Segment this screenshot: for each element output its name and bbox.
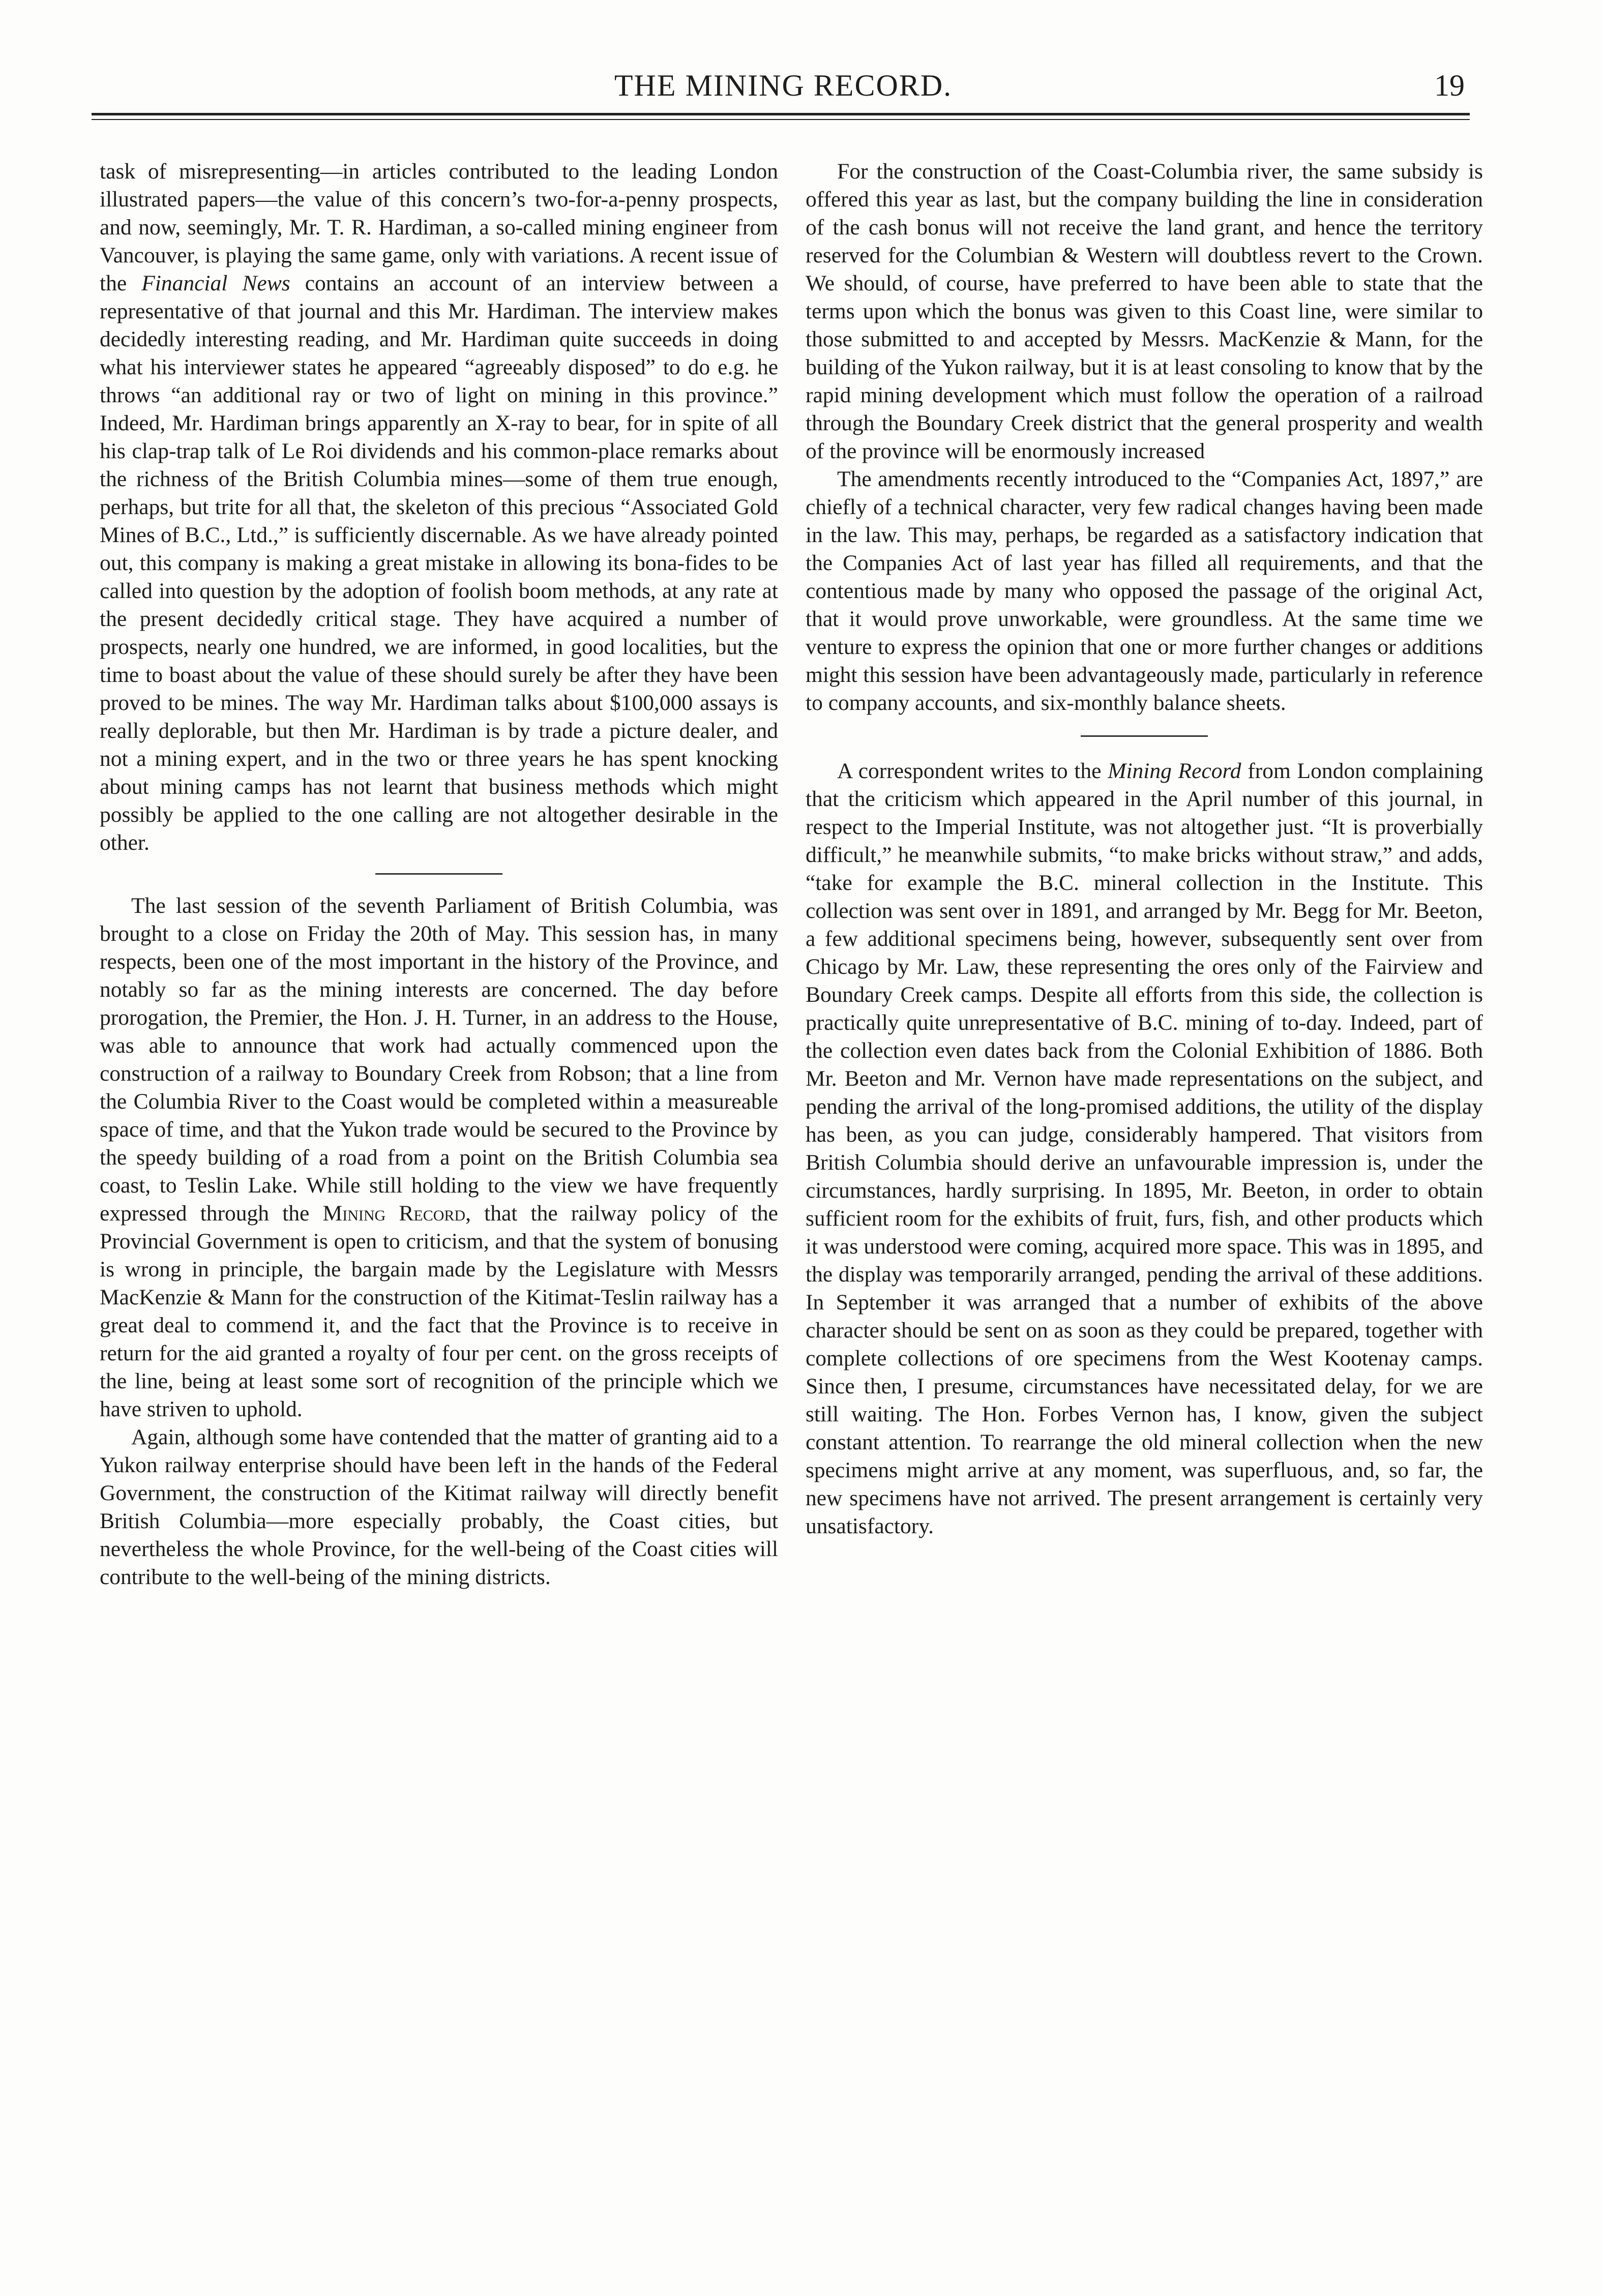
article-imperial-institute-text: A correspondent writes to the [837,759,1102,783]
mining-record-title: Mining Record [1108,759,1241,783]
article-parliament-text-rest: , that the railway policy of the Provincial Government is open to criticism, and that the system of bonusing is wrong in principle, the bargain made by the Legislature with Messrs MacKenzie & Mann for the construction of the Kitimat-Teslin railway has a great deal to commend it, and the fact that the Province is to receive in return for the aid granted a royalty of four per cent. on the gross receipts of the line, being at least some sort of recognition of the principle which we have striven to uphold. [100,1201,778,1421]
right-column [806,158,1483,1540]
article-companies-act-paragraph: The amendments recently introduced to the “Companies Act, 1897,” are chiefly of a technical character, very few radical changes having been made in the law. This may, perhaps, be regarded as a satisfactory indication that the Companies Act of last year has filled all requirements, and that the contentious made by many who opposed the passage of the original Act, that it would prove unworkable, were groundless. At the same time we venture to express the opinion that one or more further changes or additions might this session have been advantageously made, particularly in reference to company accounts, and six-monthly balance sheets. [806,467,1483,715]
left-column [100,158,778,1591]
section-divider [375,873,502,875]
article-hardiman-paragraph [100,158,778,857]
running-head [92,65,1475,106]
article-imperial-institute-text-rest: from London complaining that the criticism which appeared in the April number of this journal, in respect to the Imperial Institute, was not altogether just. “It is proverbially difficult,” he meanwhile submits, “to make bricks without straw,” and adds, “take for example the B.C. mineral collection in the Institute. This collection was sent over in 1891, and arranged by Mr. Begg for Mr. Beeton, a few additional specimens being, however, subsequently sent over from Chicago by Mr. Law, these representing the ores only of the Fairview and Boundary Creek camps. Despite all efforts from this side, the collection is practically quite unrepresentative of B.C. mining of to-day. Indeed, part of the collection even dates back from the Colonial Exhibition of 1886. Both Mr. Beeton and Mr. Vernon have made representations on the subject, and pending the arrival of the long-promised additions, the utility of the display has been, as you can judge, considerably hampered. That visitors from British Columbia should derive an unfavourable impression is, under the circumstances, hardly surprising. In 1895, Mr. Beeton, in order to obtain sufficient room for the exhibits of fruit, furs, fish, and other products which it was understood were coming, acquired more space. This was in 1895, and the display was temporarily arranged, pending the arrival of these additions. In September it was arranged that a number of exhibits of the above character should be sent on as soon as they could be prepared, together with complete collections of ore specimens from the West Kootenay camps. Since then, I presume, circumstances have necessitated delay, for we are still waiting. The Hon. Forbes Vernon has, I know, given the subject constant attention. To rearrange the old mineral collection when the new specimens might arrive at any moment, was superfluous, and, so far, the new specimens have not arrived. The present arrangement is certainly very unsatisfactory. [806,759,1483,1538]
financial-news-title: Financial News [141,271,290,295]
header-rule-thin [92,119,1470,120]
article-yukon-paragraph: Again, although some have contended that the matter of granting aid to a Yukon railway enterprise should have been left in the hands of the Federal Government, the construction of the Kitimat railway will directly benefit British Columbia—more especially probably, the Coast cities, but nevertheless the whole Province, for the well-being of the Coast cities will contribute to the well-being of the mining districts. [100,1425,778,1589]
mining-record-name: Mining Record [322,1201,466,1226]
section-divider [1081,735,1208,737]
header-title: THE MINING RECORD. [614,69,953,102]
article-hardiman-text: task of misrepresenting—in articles contributed to the leading London illustrated papers—the value of this concern’s two-for-a-penny prospects, and now, seemingly, Mr. T. R. Hardiman, a so-called mining engineer from Vancouver, is playing the same game, only with variations. A recent issue of the [100,159,778,295]
article-parliament-text: The last session of the seventh Parliament of British Columbia, was brought to a close on Friday the 20th of May. This session has, in many respects, been one of the most important in the history of the Province, and notably so far as the mining interests are concerned. The day before prorogation, the Premier, the Hon. J. H. Turner, in an address to the House, was able to announce that work had actually commenced upon the construction of a railway to Boundary Creek from Robson; that a line from the Columbia River to the Coast would be completed within a measureable space of time, and that the Yukon trade would be secured to the Province by the speedy building of a road from a point on the British Columbia sea coast, to Teslin Lake. While still holding to the view we have frequently expressed through the [100,893,778,1226]
article-hardiman-text-rest: contains an account of an interview between a representative of that journal and this Mr. Hardiman. The interview makes decidedly interesting reading, and Mr. Hardiman quite succeeds in doing what his interviewer states he appeared “agreeably disposed” to do e.g. he throws “an additional ray or two of light on mining in this province.” Indeed, Mr. Hardiman brings apparently an X-ray to bear, for in spite of all his clap-trap talk of Le Roi dividends and his common-place remarks about the richness of the British Columbia mines—some of them true enough, perhaps, but trite for all that, the skeleton of this precious “Associated Gold Mines of B.C., Ltd.,” is sufficiently discernable. As we have already pointed out, this company is making a great mistake in allowing its bona-fides to be called into question by the adoption of foolish boom methods, at any rate at the present decidedly critical stage. They have acquired a number of prospects, nearly one hundred, we are informed, in good localities, but the time to boast about the value of these should surely be after they have been proved to be mines. The way Mr. Hardiman talks about $100,000 assays is really deplorable, but then Mr. Hardiman is by trade a picture dealer, and not a mining expert, and in the two or three years he has spent knocking about mining camps has not learnt that business methods which might possibly be applied to the one calling are not altogether desirable in the other. [100,271,779,855]
page-number: 19 [1434,69,1465,102]
header-rule-thick [92,113,1470,115]
article-parliament-paragraph [100,892,778,1423]
article-coast-columbia-paragraph: For the construction of the Coast-Columbia river, the same subsidy is offered this year as last, but the company building the line in consideration of the cash bonus will not receive the land grant, and hence the territory reserved for the Columbian & Western will doubtless revert to the Crown. We should, of course, have preferred to have been able to state that the terms upon which the bonus was given to this Coast line, were similar to those submitted to and accepted by Messrs. MacKenzie & Mann, for the building of the Yukon railway, but it is at least consoling to know that by the rapid mining development which must follow the operation of a railroad through the Boundary Creek district that the general prosperity and wealth of the province will be enormously increased [806,159,1483,463]
article-imperial-institute-paragraph [806,757,1483,1540]
